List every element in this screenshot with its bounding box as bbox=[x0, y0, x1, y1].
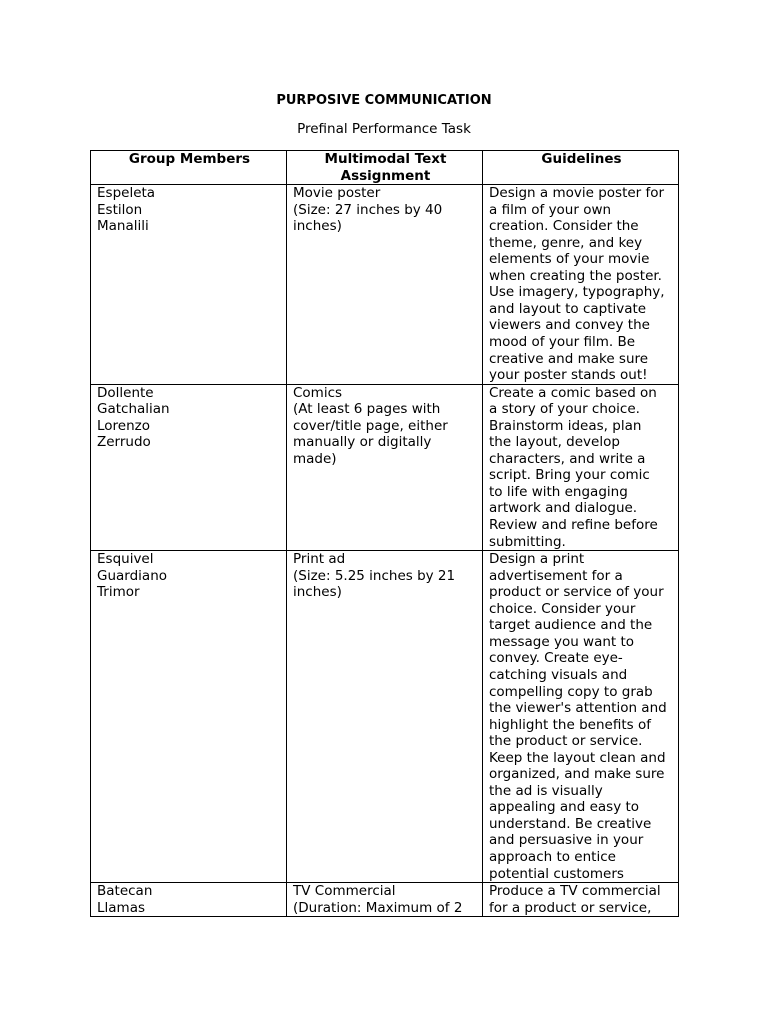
guidelines-cell: Produce a TV commercial for a product or service, bbox=[483, 883, 679, 917]
members-cell bbox=[91, 883, 287, 917]
table-row bbox=[91, 883, 679, 917]
header-guidelines: Guidelines bbox=[483, 151, 679, 185]
members-cell bbox=[91, 185, 287, 385]
member-name: Esquivel bbox=[97, 551, 154, 568]
members-cell bbox=[91, 384, 287, 550]
guidelines-cell: Design a movie poster for a film of your own creation. Consider the theme, genre, and key elements of your movie when creating the poster. Use imagery, typography, and layout to captivate viewers and convey the mood of your film. Be creative and make sure your poster stands out! bbox=[483, 185, 679, 385]
member-name: Trimor bbox=[97, 584, 140, 601]
assignment-cell: Comics (At least 6 pages with cover/title page, either manually or digitally made) bbox=[287, 384, 483, 550]
assignment-cell: TV Commercial (Duration: Maximum of 2 bbox=[287, 883, 483, 917]
table-row bbox=[91, 384, 679, 550]
member-name: Llamas bbox=[97, 899, 146, 916]
document-title: PURPOSIVE COMMUNICATION bbox=[276, 93, 492, 108]
member-name: Espeleta bbox=[97, 185, 156, 202]
header-multimodal-assignment: Multimodal Text Assignment bbox=[287, 151, 483, 185]
guidelines-cell: Design a print advertisement for a product or service of your choice. Consider your target audience and the message you want to convey. Create eye- catching visuals and compelling copy to grab the viewer's attention and highlight the benefits of the product or service. Keep the layout clean and organized, and make sure the ad is visually appealing and easy to understand. Be creative and persuasive in your approach to entice potential customers bbox=[483, 551, 679, 883]
member-name: Guardiano bbox=[97, 567, 168, 584]
members-cell bbox=[91, 551, 287, 883]
document-subtitle: Prefinal Performance Task bbox=[297, 121, 471, 137]
assignment-cell: Movie poster (Size: 27 inches by 40 inches) bbox=[287, 185, 483, 385]
table-header-row bbox=[91, 151, 679, 185]
header-group-members: Group Members bbox=[91, 151, 287, 185]
assignment-cell: Print ad (Size: 5.25 inches by 21 inches) bbox=[287, 551, 483, 883]
table-row bbox=[91, 551, 679, 883]
member-name: Zerrudo bbox=[97, 434, 151, 451]
member-name: Estilon bbox=[97, 201, 143, 218]
member-name: Batecan bbox=[97, 883, 153, 900]
table-row bbox=[91, 185, 679, 385]
member-name: Manalili bbox=[97, 218, 149, 235]
guidelines-cell: Create a comic based on a story of your choice. Brainstorm ideas, plan the layout, develop characters, and write a script. Bring your comic to life with engaging artwork and dialogue. Review and refine before submitting. bbox=[483, 384, 679, 550]
member-name: Dollente bbox=[97, 384, 154, 401]
member-name: Lorenzo bbox=[97, 417, 151, 434]
member-name: Gatchalian bbox=[97, 401, 170, 418]
assignment-table bbox=[90, 150, 679, 917]
